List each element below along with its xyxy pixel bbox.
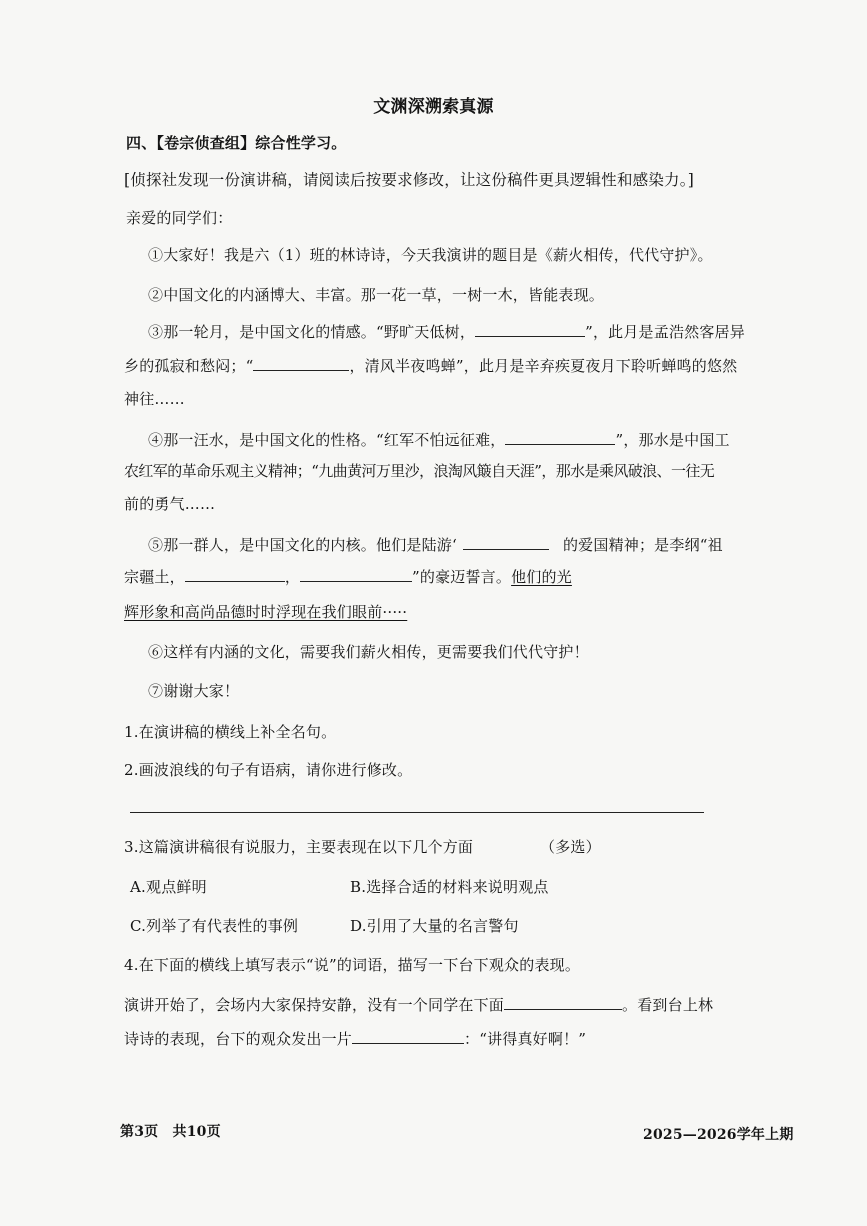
question-4-text-a: 演讲开始了，会场内大家保持安静，没有一个同学在下面	[124, 996, 505, 1014]
question-4-text-d: ：“讲得真好啊！”	[464, 1030, 587, 1048]
speech-paragraph-7: ⑦谢谢大家！	[148, 682, 240, 700]
paragraph-5-text-c: 宗疆土，	[124, 568, 185, 586]
greeting: 亲爱的同学们：	[126, 209, 233, 227]
fill-blank-1[interactable]	[475, 322, 585, 337]
speech-paragraph-5-line-1	[148, 535, 723, 555]
option-d[interactable]: D.引用了大量的名言警句	[350, 917, 519, 935]
speech-paragraph-4-line-3: 前的勇气……	[124, 495, 216, 513]
paragraph-5-text-e: ”的豪迈誓言。	[412, 568, 512, 586]
fill-blank-4[interactable]	[463, 535, 549, 550]
question-4: 4.在下面的横线上填写表示“说”的词语，描写一下台下观众的表现。	[124, 956, 581, 974]
fill-blank-5[interactable]	[185, 567, 285, 582]
paragraph-4-text-a: ④那一汪水，是中国文化的性格。“红军不怕远征难，	[148, 431, 506, 449]
question-4-text-c: 诗诗的表现，台下的观众发出一片	[124, 1030, 353, 1048]
instruction: [侦探社发现一份演讲稿，请阅读后按要求修改，让这份稿件更具逻辑性和感染力。]	[124, 171, 694, 189]
paragraph-4-text-b: ”，那水是中国工	[615, 431, 730, 449]
speech-paragraph-2: ②中国文化的内涵博大、丰富。那一花一草，一树一木，皆能表现。	[148, 286, 605, 304]
speech-paragraph-5-line-2	[124, 567, 572, 587]
fill-blank-6[interactable]	[300, 567, 412, 582]
paragraph-3-text-c: 乡的孤寂和愁闷；“	[124, 357, 254, 375]
paragraph-3-text-d: ，清风半夜鸣蝉”，此月是辛弃疾夏夜月下聆听蝉鸣的悠然	[349, 357, 738, 375]
option-a[interactable]: A.观点鲜明	[130, 878, 207, 896]
speech-paragraph-3-line-2	[124, 356, 737, 376]
fill-blank-8[interactable]	[352, 1029, 464, 1044]
fill-blank-3[interactable]	[505, 430, 615, 445]
paragraph-3-text-a: ③那一轮月，是中国文化的情感。“野旷天低树，	[148, 323, 476, 341]
paragraph-5-text-d: ，	[284, 568, 301, 586]
speech-paragraph-4-line-1	[148, 430, 730, 450]
page-number: 第3页 共10页	[120, 1124, 221, 1140]
fill-blank-2[interactable]	[253, 356, 349, 371]
speech-paragraph-4-line-2: 农红军的革命乐观主义精神；“九曲黄河万里沙，浪淘风簸自天涯”，那水是乘风破浪、一往无	[124, 462, 715, 480]
question-3-multiple-choice-note: （多选）	[540, 838, 601, 856]
page-title: 文渊深溯索真源	[373, 97, 494, 117]
option-b[interactable]: B.选择合适的材料来说明观点	[350, 878, 549, 896]
wavy-sentence-part-2: 辉形象和高尚品德时时浮现在我们眼前·····	[124, 603, 408, 621]
wavy-sentence-part-1: 他们的光	[511, 568, 572, 586]
speech-paragraph-6: ⑥这样有内涵的文化，需要我们薪火相传，更需要我们代代守护！	[148, 643, 589, 661]
question-3: 3.这篇演讲稿很有说服力，主要表现在以下几个方面	[124, 838, 474, 856]
option-c[interactable]: C.列举了有代表性的事例	[130, 917, 299, 935]
answer-line-q2[interactable]	[130, 812, 704, 813]
question-4-text-b: 。看到台上林	[622, 996, 714, 1014]
question-4-line-1	[124, 995, 713, 1015]
question-2: 2.画波浪线的句子有语病，请你进行修改。	[124, 761, 413, 779]
speech-paragraph-3-line-1	[148, 322, 745, 342]
paragraph-5-text-b: 的爱国精神；是李纲“祖	[562, 536, 723, 554]
section-heading: 四、【卷宗侦查组】综合性学习。	[126, 134, 347, 152]
speech-paragraph-1: ①大家好！我是六（1）班的林诗诗，今天我演讲的题目是《薪火相传，代代守护》。	[148, 246, 713, 264]
paragraph-3-text-b: ”，此月是孟浩然客居异	[585, 323, 745, 341]
fill-blank-7[interactable]	[504, 995, 622, 1010]
question-1: 1.在演讲稿的横线上补全名句。	[124, 723, 337, 741]
speech-paragraph-3-line-3: 神往……	[124, 390, 185, 408]
school-term: 2025—2026学年上期	[643, 1127, 794, 1143]
question-4-line-2	[124, 1029, 586, 1049]
paragraph-5-text-a: ⑤那一群人，是中国文化的内核。他们是陆游‘	[148, 536, 457, 554]
